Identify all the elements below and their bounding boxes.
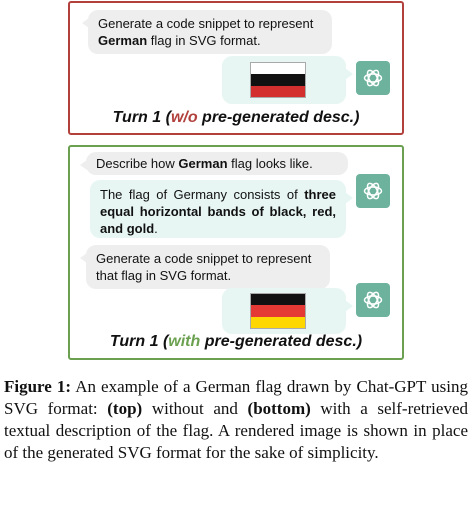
figure-caption	[4, 376, 468, 464]
caption-bottom-bold: (bottom)	[247, 399, 311, 418]
rendered-flag-image	[250, 293, 306, 329]
caption-label: Figure 1:	[4, 377, 72, 396]
turn-highlight: w/o	[170, 109, 198, 126]
bot-description-end: .	[154, 221, 158, 236]
chatgpt-logo-icon	[356, 283, 390, 317]
caption-text-part3: with a self-retrieved textual description of the flag. A rendered image is shown in place of the generated SVG format for the sake of simplicity.	[4, 399, 468, 462]
chatgpt-logo-icon	[356, 61, 390, 95]
caption-text-part1: An example of a German flag drawn by Chat-GPT using SVG format:	[4, 377, 468, 418]
bot-description-bold: three equal horizontal bands of black, red, and gold	[100, 187, 336, 236]
user-message-line1: Generate a code snippet to represent	[98, 16, 314, 31]
user-request-line1: Generate a code snippet to represent	[96, 251, 312, 266]
turn-label	[70, 333, 402, 351]
caption-top-bold: (top)	[107, 399, 143, 418]
flag-band-bottom	[251, 86, 305, 97]
user-message-bubble	[88, 10, 332, 54]
flag-band-middle	[251, 74, 305, 85]
chatgpt-logo-icon	[356, 174, 390, 208]
user-request-bubble	[86, 245, 330, 289]
user-question-pre: Describe how	[96, 156, 179, 171]
user-message-line2	[98, 32, 322, 49]
user-request-line2: that flag in SVG format.	[96, 268, 232, 283]
flag-band-top	[251, 294, 305, 305]
bottom-panel	[68, 145, 404, 360]
rendered-flag-image	[250, 62, 306, 98]
turn-label	[70, 109, 402, 127]
user-question-post: flag looks like.	[227, 156, 313, 171]
turn-prefix: Turn 1 (	[112, 109, 171, 126]
bot-flag-bubble	[222, 56, 346, 104]
user-message-rest: flag in SVG format.	[147, 33, 261, 48]
turn-prefix: Turn 1 (	[109, 333, 169, 350]
user-question-bold: German	[178, 156, 228, 171]
turn-suffix: pre-generated desc.)	[200, 333, 363, 350]
bot-description-bubble	[90, 180, 346, 238]
flag-band-middle	[251, 305, 305, 316]
turn-highlight: with	[168, 333, 201, 350]
flag-band-bottom	[251, 317, 305, 328]
turn-suffix: pre-generated desc.)	[197, 109, 360, 126]
user-message-bold: German	[98, 33, 148, 48]
flag-band-top	[251, 63, 305, 74]
bot-flag-bubble	[222, 288, 346, 334]
user-question-bubble	[86, 152, 348, 175]
bot-description-line1: The flag of Germany consists of	[100, 187, 298, 202]
caption-text-part2: without and	[142, 399, 248, 418]
bot-description-text	[90, 180, 346, 243]
top-panel	[68, 1, 404, 135]
